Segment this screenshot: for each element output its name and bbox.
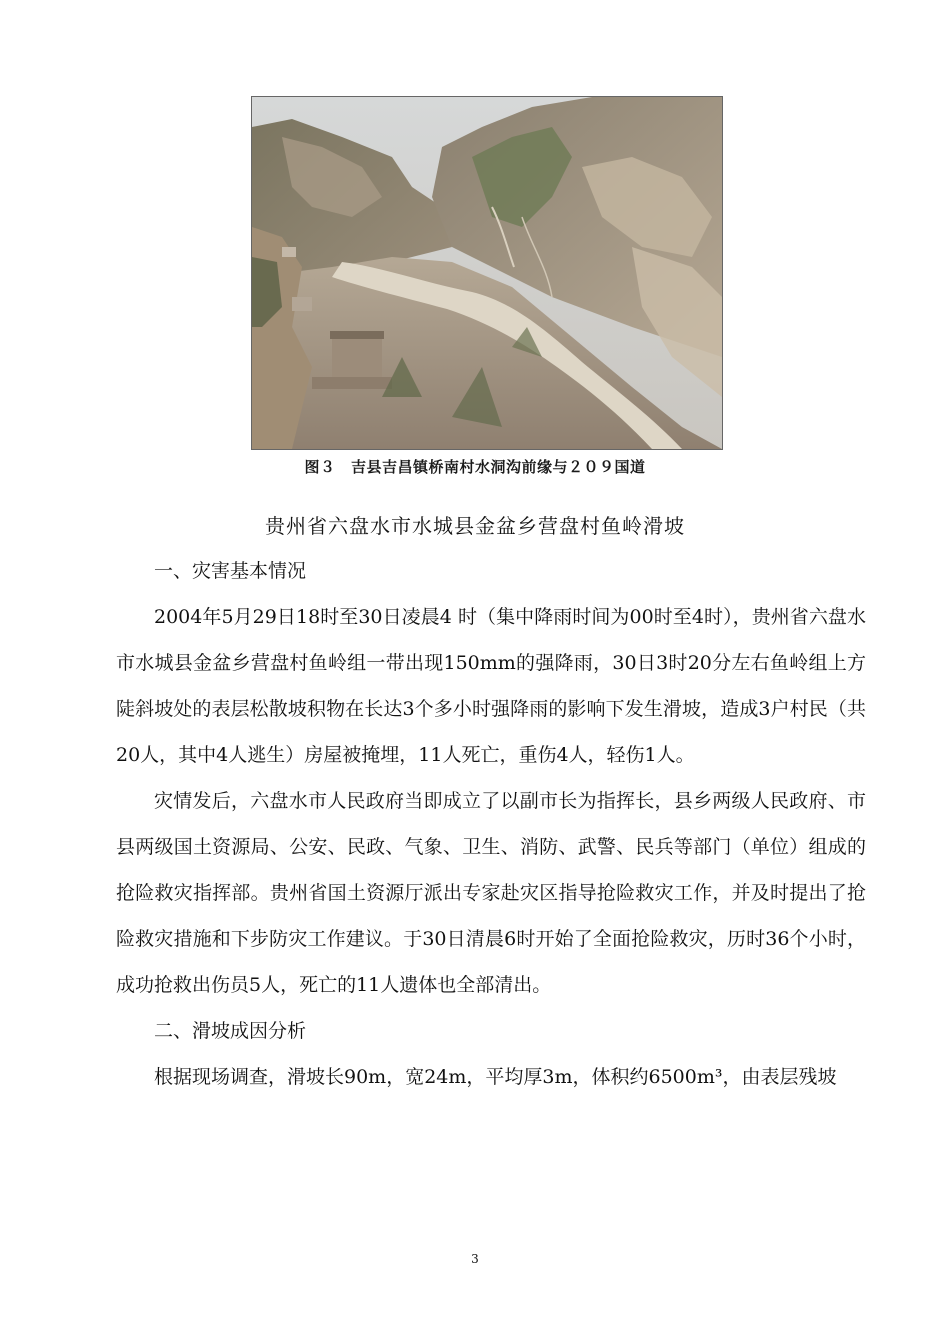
heading-basic-situation: 一、灾害基本情况 (154, 560, 307, 582)
landslide-photo (251, 96, 723, 450)
landslide-photo-illustration (252, 97, 722, 449)
paragraph-rescue: 灾情发后，六盘水市人民政府当即成立了以副市长为指挥长，县乡两级人民政府、市县两级国土资源局、公安、民政、气象、卫生、消防、武警、民兵等部门（单位）组成的抢险救灾指挥部。贵州省国土资源厅派出专家赴灾区指导抢险救灾工作，并及时提出了抢险救灾措施和下步防灾工作建议。于30日清晨6时开始了全面抢险救灾，历时36个小时，成功抢救出伤员5人，死亡的11人遗体也全部清出。 (116, 790, 866, 996)
paragraph-disaster-description: 2004年5月29日18时至30日凌晨4 时（集中降雨时间为00时至4时），贵州省六盘水市水城县金盆乡营盘村鱼岭组一带出现150mm的强降雨，30日3时20分左右鱼岭组上方陡斜坡处的表层松散坡积物在长达3个多小时强降雨的影响下发生滑坡，造成3户村民（共20人，其中4人逃生）房屋被掩埋，11人死亡，重伤4人，轻伤1人。 (116, 606, 866, 766)
section-title: 贵州省六盘水市水城县金盆乡营盘村鱼岭滑坡 (265, 514, 685, 538)
paragraph-survey: 根据现场调查，滑坡长90m，宽24m，平均厚3m，体积约6500m³，由表层残坡 (154, 1066, 837, 1088)
heading-cause-analysis: 二、滑坡成因分析 (154, 1020, 307, 1042)
page-number: 3 (471, 1252, 479, 1266)
figure-caption: 图３ 吉县吉昌镇桥南村水洞沟前缘与２０９国道 (304, 458, 646, 476)
body-text (116, 548, 866, 1100)
